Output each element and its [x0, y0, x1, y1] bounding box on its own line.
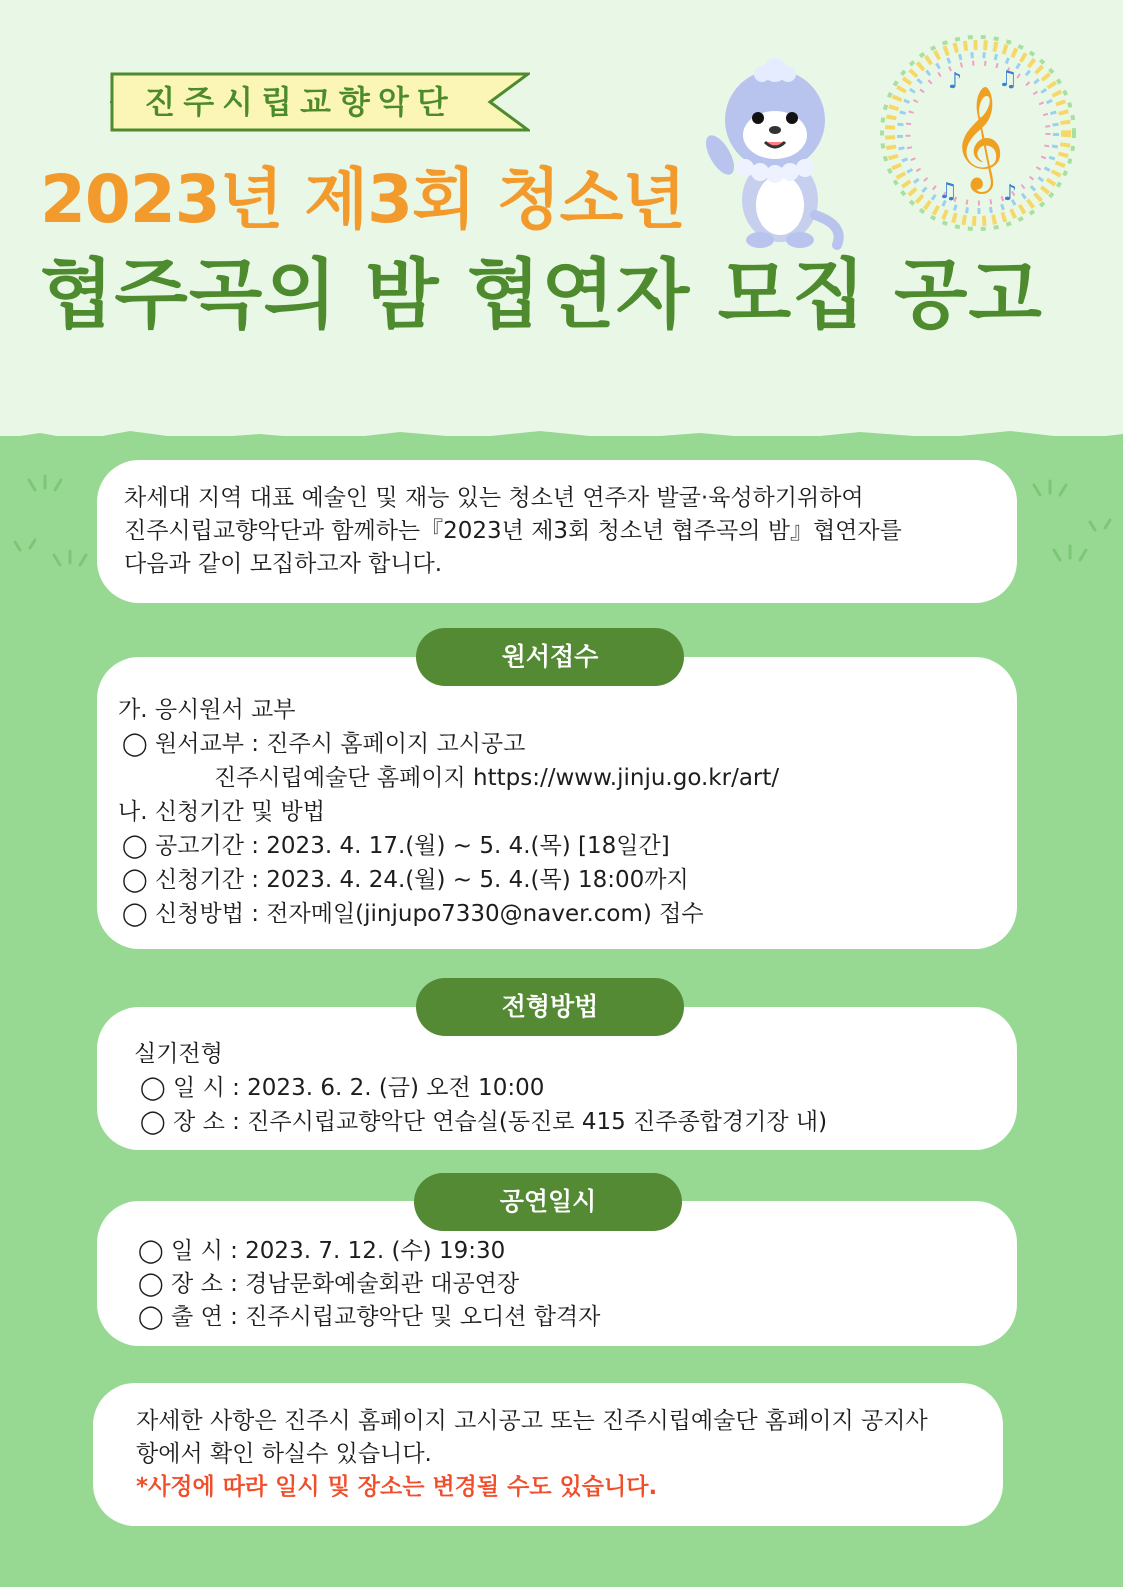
svg-text:𝄞: 𝄞	[951, 85, 1005, 190]
intro-line: 다음과 같이 모집하고자 합니다.	[124, 551, 443, 577]
application-line: ◯ 신청기간 : 2023. 4. 24.(월) ~ 5. 4.(목) 18:00까지	[122, 867, 689, 893]
application-line: 나. 신청기간 및 방법	[118, 799, 325, 825]
selection-line: ◯ 장 소 : 진주시립교향악단 연습실(동진로 415 진주종합경기장 내)	[140, 1109, 828, 1135]
selection-line: ◯ 일 시 : 2023. 6. 2. (금) 오전 10:00	[140, 1075, 545, 1101]
svg-text:♪: ♪	[948, 69, 963, 94]
svg-text:♫: ♫	[998, 67, 1018, 92]
grass-edge	[0, 425, 1123, 455]
footer-line: 항에서 확인 하실수 있습니다.	[136, 1441, 432, 1467]
application-line: ◯ 원서교부 : 진주시 홈페이지 고시공고	[122, 731, 526, 757]
change-notice: *사정에 따라 일시 및 장소는 변경될 수도 있습니다.	[136, 1474, 658, 1500]
application-heading: 원서접수	[416, 628, 684, 686]
application-line: 가. 응시원서 교부	[118, 697, 296, 723]
svg-text:♪: ♪	[1003, 181, 1018, 206]
title-year: 2023년 제3회 청소년	[40, 161, 686, 238]
performance-line: ◯ 일 시 : 2023. 7. 12. (수) 19:30	[138, 1238, 506, 1264]
application-line: ◯ 공고기간 : 2023. 4. 17.(월) ~ 5. 4.(목) [18일간]	[122, 833, 670, 859]
org-name: 진주시립교향악단	[144, 83, 456, 121]
svg-text:♫: ♫	[938, 179, 958, 204]
application-line: 진주시립예술단 홈페이지 https://www.jinju.go.kr/art/	[214, 765, 780, 791]
intro-line: 차세대 지역 대표 예술인 및 재능 있는 청소년 연주자 발굴·육성하기위하여	[124, 485, 864, 511]
performance-line: ◯ 장 소 : 경남문화예술회관 대공연장	[138, 1271, 520, 1297]
selection-heading: 전형방법	[416, 978, 684, 1036]
application-line: ◯ 신청방법 : 전자메일(jinjupo7330@naver.com) 접수	[122, 901, 704, 927]
performance-line: ◯ 출 연 : 진주시립교향악단 및 오디션 합격자	[138, 1304, 601, 1330]
page-title: 협주곡의 밤 협연자 모집 공고	[40, 250, 1043, 339]
music-emblem-icon	[878, 28, 1078, 238]
selection-line: 실기전형	[134, 1041, 223, 1067]
footer-line: 자세한 사항은 진주시 홈페이지 고시공고 또는 진주시립예술단 홈페이지 공지사	[136, 1408, 928, 1434]
performance-heading: 공연일시	[414, 1173, 682, 1231]
intro-line: 진주시립교향악단과 함께하는『2023년 제3회 청소년 협주곡의 밤』협연자를	[124, 518, 902, 544]
otter-mascot-icon	[700, 50, 850, 250]
